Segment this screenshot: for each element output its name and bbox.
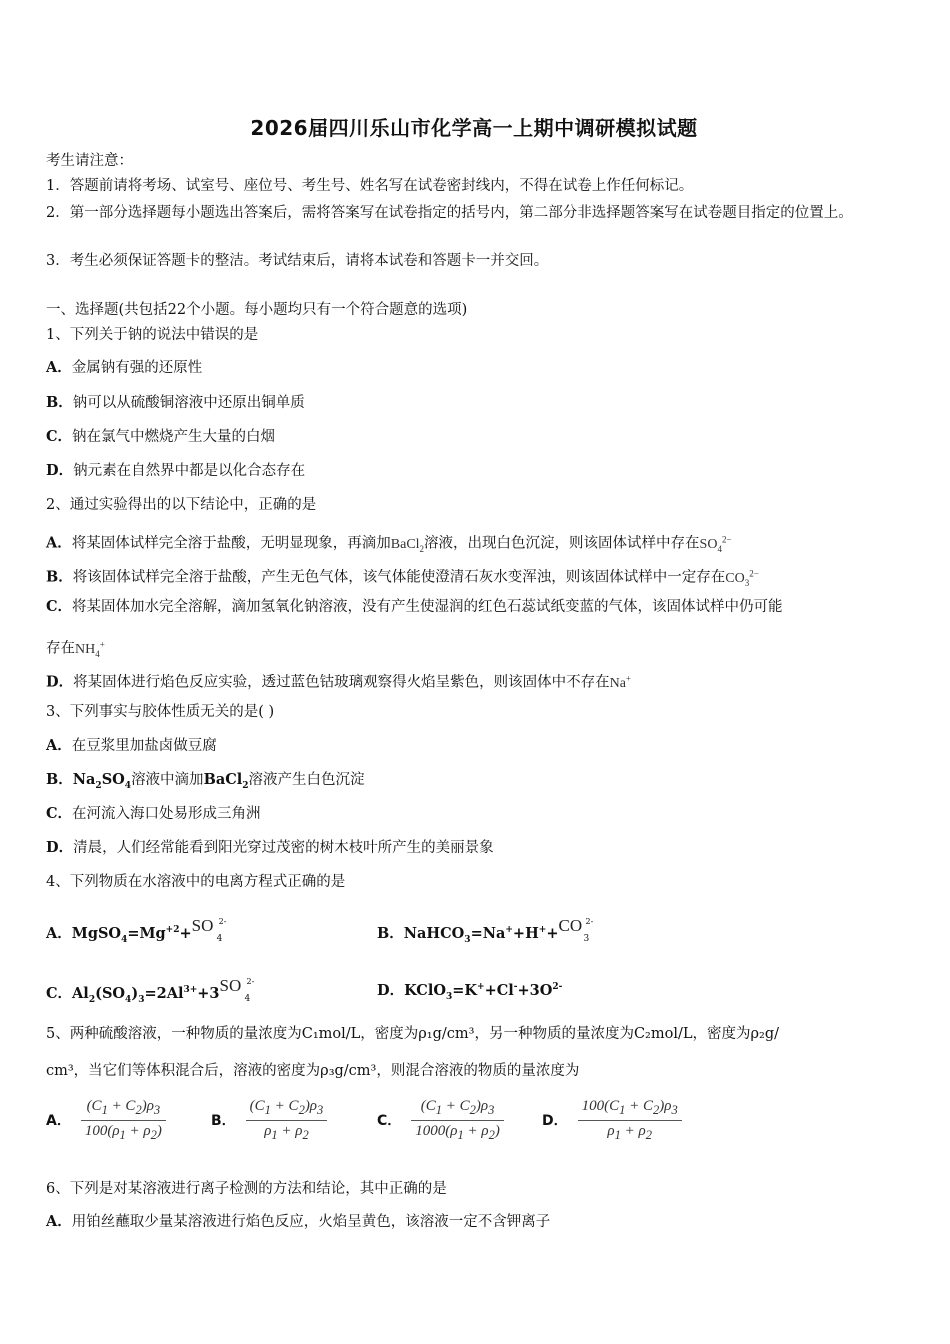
q5-option-d <box>542 1094 682 1146</box>
option-text: 将某固体加水完全溶解，滴加氢氧化钠溶液，没有产生使湿润的红色石蕊试纸变蓝的气体，该固体试样中仍可能 <box>72 599 783 615</box>
option-label: B． <box>46 394 73 411</box>
option-text: 在豆浆里加盐卤做豆腐 <box>71 738 217 754</box>
notice-item-1: 1．答题前请将考场、试室号、座位号、考生号、姓名写在试卷密封线内，不得在试卷上作任何标记。 <box>46 178 694 194</box>
q4-option-b <box>377 912 594 950</box>
option-label: A． <box>46 1213 72 1230</box>
q5-option-a <box>46 1094 166 1146</box>
q4-option-c <box>46 972 256 1010</box>
option-label: D． <box>542 1113 568 1129</box>
formula-na2so4: $Na_2SO_4$ <box>72 771 132 791</box>
formula-fraction-a: $\frac{(C_1 + C_2)\rho_3}{100(\rho_1 + \rho_2)}$ <box>81 1098 166 1143</box>
option-label: A． <box>46 1113 71 1129</box>
equation-b: NaHCO$_3$=Na++H++ <box>403 925 559 945</box>
q3-option-b <box>46 770 365 796</box>
notice-item-3: 3．考生必须保证答题卡的整洁。考试结束后，请将本试卷和答题卡一并交回。 <box>46 253 549 269</box>
formula-fraction-d: $\frac{100(C_1 + C_2)\rho_3}{\rho_1 + \rho_2}$ <box>578 1098 682 1143</box>
option-label: B． <box>46 771 73 788</box>
q3-option-c <box>46 804 261 824</box>
option-text: 在河流入海口处易形成三角洲 <box>72 806 261 822</box>
option-text: 钠在氯气中燃烧产生大量的白烟 <box>72 429 276 445</box>
equation-a: $MgSO_4=Mg^{+2}+$ <box>71 925 192 945</box>
option-label: D． <box>46 839 74 856</box>
q1-option-c <box>46 427 275 447</box>
formula-so4: $SO_4^{2-}$ <box>699 534 732 554</box>
q2-option-c <box>46 597 783 617</box>
q3-option-a <box>46 736 217 756</box>
option-label: A． <box>46 737 72 754</box>
q2-option-c-cont <box>46 634 105 663</box>
q5-stem-line1: 5、两种硫酸溶液，一种物质的量浓度为C₁mol/L，密度为ρ₁g/cm³，另一种物质的量浓度为C₂mol/L，密度为ρ₂g/ <box>46 1026 779 1042</box>
q2-stem: 2、通过实验得出的以下结论中，正确的是 <box>46 497 317 513</box>
option-label: D． <box>46 673 74 691</box>
option-text: 用铂丝蘸取少量某溶液进行焰色反应，火焰呈黄色，该溶液一定不含钾离子 <box>71 1214 551 1230</box>
option-label: B． <box>211 1113 236 1129</box>
q6-stem: 6、下列是对某溶液进行离子检测的方法和结论，其中正确的是 <box>46 1181 447 1197</box>
option-label: D． <box>46 462 74 479</box>
q1-option-b <box>46 393 305 413</box>
q4-option-a <box>46 912 228 950</box>
option-label: C． <box>46 985 73 1002</box>
option-label: C． <box>46 598 73 615</box>
q1-option-d <box>46 461 305 481</box>
equation-c: $Al_2(SO_4)_3=2Al^{3+}+3$ <box>72 985 220 1005</box>
option-text: 清晨，人们经常能看到阳光穿过茂密的树木枝叶所产生的美丽景象 <box>73 840 494 856</box>
formula-nh4: $NH_4^+$ <box>75 639 105 659</box>
option-label: C． <box>377 1113 402 1129</box>
option-text: 溶液，出现白色沉淀，则该固体试样中存在 <box>424 535 700 552</box>
notice-heading: 考生请注意： <box>46 153 133 169</box>
option-label: A． <box>46 925 72 942</box>
q3-stem: 3、下列事实与胶体性质无关的是( ) <box>46 704 275 720</box>
q5-option-c <box>377 1094 504 1146</box>
option-label: C． <box>46 428 73 445</box>
notice-item-2: 2．第一部分选择题每小题选出答案后，需将答案写在试卷指定的括号内，第二部分非选择题答案写在试卷题目指定的位置上。 <box>46 205 853 221</box>
option-label: A． <box>46 534 72 552</box>
option-label: C． <box>46 805 73 822</box>
option-text: 将该固体试样完全溶于盐酸，产生无色气体，该气体能使澄清石灰水变浑浊，则该固体试样中一定存在 <box>72 569 726 586</box>
formula-co3: $CO_3^{2-}$ <box>725 568 759 588</box>
q5-option-b <box>211 1094 327 1146</box>
option-text: 钠可以从硫酸铜溶液中还原出铜单质 <box>72 395 305 411</box>
option-label: B． <box>377 925 404 942</box>
q5-options <box>46 1094 902 1146</box>
option-text: 溶液产生白色沉淀 <box>248 772 365 788</box>
q1-stem: 1、下列关于钠的说法中错误的是 <box>46 327 259 343</box>
option-text: 存在 <box>46 640 75 657</box>
formula-bacl2: BaCl$_2$ <box>390 536 425 554</box>
q3-option-d <box>46 838 494 858</box>
section-heading: 一、选择题(共包括22个小题。每小题均只有一个符合题意的选项) <box>46 302 468 318</box>
q2-option-b <box>46 563 759 592</box>
q2-option-d <box>46 668 631 694</box>
formula-fraction-c: $\frac{(C_1 + C_2)\rho_3}{1000(\rho_1 + \rho_2)}$ <box>411 1098 504 1143</box>
q5-stem-line2: cm³，当它们等体积混合后，溶液的密度为ρ₃g/cm³，则混合溶液的物质的量浓度为 <box>46 1063 580 1079</box>
option-label: A． <box>46 359 72 376</box>
q4-option-d <box>377 977 562 1007</box>
option-text: 将某固体试样完全溶于盐酸，无明显现象，再滴加 <box>71 535 391 552</box>
option-label: B． <box>46 568 73 586</box>
equation-d: $KClO_3=K^++Cl^-+3O^{2-}$ <box>404 981 563 1002</box>
option-text: 钠元素在自然界中都是以化合态存在 <box>73 463 306 479</box>
q2-option-a <box>46 529 732 558</box>
formula-na: Na+ <box>609 673 631 691</box>
formula-bacl2: BaCl$_2$ <box>203 771 249 791</box>
option-text: 溶液中滴加 <box>131 772 204 788</box>
q1-option-a <box>46 358 202 378</box>
ion-co3: CO 2- 3 <box>558 916 594 944</box>
ion-so4: SO 2- 4 <box>191 916 227 944</box>
q6-option-a <box>46 1212 550 1232</box>
option-text: 将某固体进行焰色反应实验，透过蓝色钴玻璃观察得火焰呈紫色，则该固体中不存在 <box>73 674 610 691</box>
option-label: D． <box>377 981 405 999</box>
ion-so4: SO 2- 4 <box>219 976 255 1004</box>
page-title: 2026届四川乐山市化学高一上期中调研模拟试题 <box>250 116 698 140</box>
q4-stem: 4、下列物质在水溶液中的电离方程式正确的是 <box>46 874 346 890</box>
formula-fraction-b: $\frac{(C_1 + C_2)\rho_3}{\rho_1 + \rho_2}$ <box>246 1098 328 1143</box>
option-text: 金属钠有强的还原性 <box>71 360 203 376</box>
